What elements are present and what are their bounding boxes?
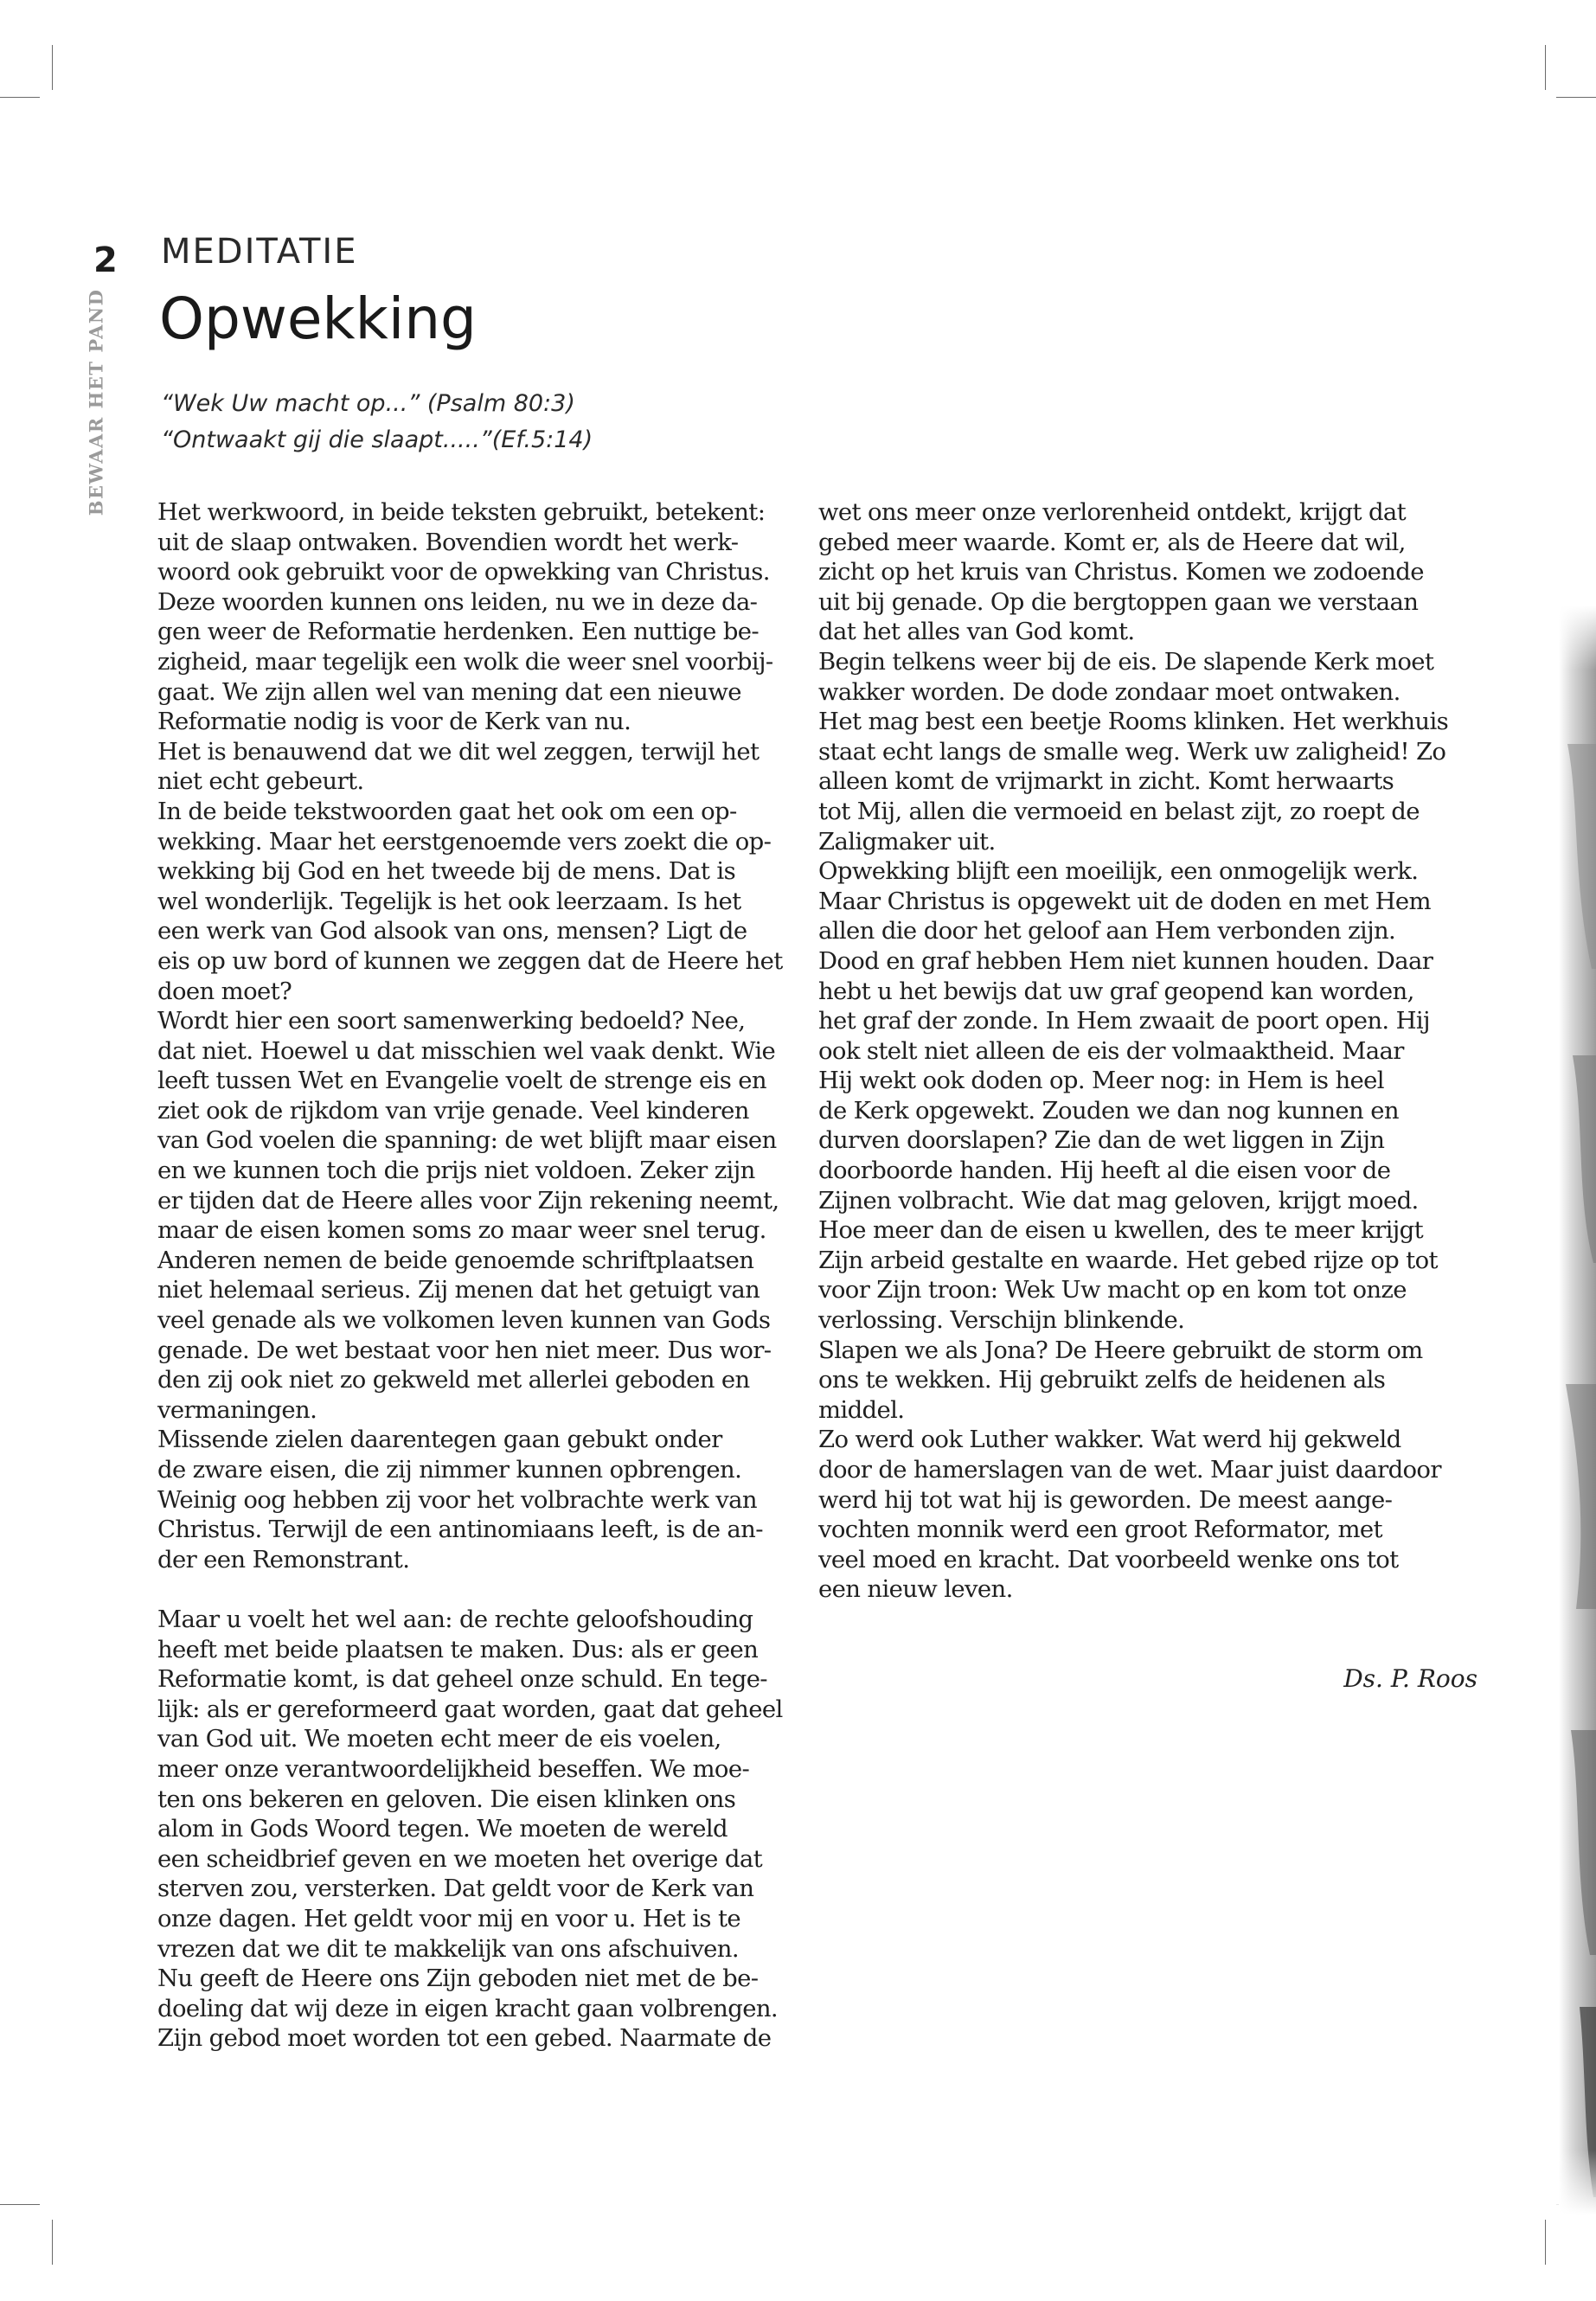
right-column-text-line: Maar Christus is opgewekt uit de doden en met Hem — [818, 887, 1431, 915]
right-column-text-line: allen die door het geloof aan Hem verbonden zijn. — [818, 917, 1396, 945]
left-column-text-line: van God voelen die spanning: de wet blijft maar eisen — [157, 1126, 777, 1155]
left-column-text-line: gen weer de Reformatie herdenken. Een nuttige be- — [157, 618, 760, 646]
right-column-text-line: uit bij genade. Op die bergtoppen gaan we verstaan — [818, 587, 1419, 616]
right-column-text-line: een nieuw leven. — [818, 1575, 1013, 1604]
right-column-text-line: de Kerk opgewekt. Zouden we dan nog kunnen en — [818, 1096, 1399, 1125]
right-column-text-line: Hij wekt ook doden op. Meer nog: in Hem is heel — [818, 1067, 1384, 1095]
left-column-text-line: zigheid, maar tegelijk een wolk die weer snel voorbij- — [157, 647, 773, 676]
left-column-text-line: veel genade als we volkomen leven kunnen van Gods — [157, 1306, 771, 1335]
left-column-text-line: heeft met beide plaatsen te maken. Dus: als er geen — [157, 1635, 759, 1663]
right-column-text-line: zicht op het kruis van Christus. Komen we zodoende — [818, 558, 1424, 586]
text-column-right — [818, 497, 1449, 1605]
right-column-text-line: Zijnen volbracht. Wie dat mag geloven, krijgt moed. — [818, 1186, 1419, 1215]
right-column-text-line: Slapen we als Jona? De Heere gebruikt de storm om — [818, 1336, 1423, 1364]
left-column-text-line: eis op uw bord of kunnen we zeggen dat de Heere het — [157, 946, 783, 975]
left-column-text-line: er tijden dat de Heere alles voor Zijn rekening neemt, — [157, 1186, 779, 1215]
left-column-text-line: en we kunnen toch die prijs niet voldoen. Zeker zijn — [157, 1157, 755, 1185]
page-number: 2 — [93, 240, 118, 280]
edge-photo — [1542, 606, 1596, 2214]
right-column-text-line: hebt u het bewijs dat uw graf geopend kan worden, — [818, 977, 1414, 1005]
article-title: Opwekking — [159, 285, 477, 352]
right-column-text-line: door de hamerslagen van de wet. Maar juist daardoor — [818, 1456, 1441, 1484]
left-column-text-line: doen moet? — [157, 977, 292, 1005]
crop-mark-top-left-h — [0, 97, 40, 98]
left-column-text-line: alom in Gods Woord tegen. We moeten de wereld — [157, 1815, 727, 1843]
left-column-text-line: genade. De wet bestaat voor hen niet meer. Dus wor- — [157, 1336, 772, 1364]
left-column-text-line: wekking. Maar het eerstgenoemde vers zoekt die op- — [157, 827, 772, 856]
text-column-left — [157, 497, 782, 2054]
left-column-text-line: dat niet. Hoewel u dat misschien wel vaak denkt. Wie — [157, 1036, 776, 1065]
left-column-text-line: Anderen nemen de beide genoemde schriftplaatsen — [157, 1246, 754, 1274]
quote-psalm: “Wek Uw macht op...” (Psalm 80:3) — [161, 390, 575, 417]
left-column-text-line: Reformatie nodig is voor de Kerk van nu. — [157, 708, 631, 736]
left-column-text-line: woord ook gebruikt voor de opwekking van Christus. — [157, 558, 770, 586]
right-column-text-line: Zijn arbeid gestalte en waarde. Het gebed rijze op tot — [818, 1246, 1438, 1274]
crop-mark-top-right-h — [1556, 97, 1596, 98]
left-column-text-line: wekking bij God en het tweede bij de mens. Dat is — [157, 857, 736, 886]
right-column-text-line: het graf der zonde. In Hem zwaait de poort open. Hij — [818, 1007, 1430, 1035]
right-column-text-line: gebed meer waarde. Komt er, als de Heere dat wil, — [818, 528, 1406, 556]
right-column-text-line: middel. — [818, 1395, 905, 1424]
left-column-text-line: Weinig oog hebben zij voor het volbrachte werk van — [157, 1485, 757, 1514]
left-column-text-line: gaat. We zijn allen wel van mening dat een nieuwe — [157, 677, 741, 706]
left-column-text-line: ziet ook de rijkdom van vrije genade. Veel kinderen — [157, 1096, 749, 1125]
crop-mark-bottom-left — [52, 2220, 53, 2265]
left-column-text-line: wel wonderlijk. Tegelijk is het ook leerzaam. Is het — [157, 887, 741, 915]
crop-mark-top-left — [52, 45, 53, 90]
right-column-text-line: wet ons meer onze verlorenheid ontdekt, krijgt dat — [818, 498, 1407, 526]
right-column-text-line: werd hij tot wat hij is geworden. De meest aange- — [818, 1485, 1393, 1514]
left-column-text-line: niet echt gebeurt. — [157, 767, 364, 796]
running-head — [85, 288, 107, 516]
right-column-text-line: voor Zijn troon: Wek Uw macht op en kom tot onze — [818, 1276, 1407, 1304]
scripture-quotes — [161, 386, 593, 458]
left-column-text-line: Het is benauwend dat we dit wel zeggen, terwijl het — [157, 737, 760, 766]
left-column-text-line: Missende zielen daarentegen gaan gebukt onder — [157, 1426, 722, 1454]
right-column-text-line: doorboorde handen. Hij heeft al die eisen voor de — [818, 1157, 1391, 1185]
right-column-text-line: ons te wekken. Hij gebruikt zelfs de heidenen als — [818, 1366, 1386, 1394]
left-column-text-line: de zware eisen, die zij nimmer kunnen opbrengen. — [157, 1456, 742, 1484]
left-column-text-line: Christus. Terwijl de een antinomiaans leeft, is de an- — [157, 1516, 763, 1544]
right-column-text-line: Begin telkens weer bij de eis. De slapende Kerk moet — [818, 647, 1434, 676]
left-column-text-line: meer onze verantwoordelijkheid beseffen. We moe- — [157, 1754, 750, 1783]
left-column-text-line: een werk van God alsook van ons, mensen? Ligt de — [157, 917, 747, 945]
right-column-text-line: Zaligmaker uit. — [818, 827, 996, 856]
right-column-text-line: Dood en graf hebben Hem niet kunnen houden. Daar — [818, 946, 1433, 975]
author-signature: Ds. P. Roos — [1343, 1664, 1477, 1693]
left-column-text-line: Maar u voelt het wel aan: de rechte geloofshouding — [157, 1605, 753, 1633]
right-column-text-line: Zo werd ook Luther wakker. Wat werd hij gekweld — [818, 1426, 1401, 1454]
left-column-text-line: den zij ook niet zo gekweld met allerlei geboden en — [157, 1366, 750, 1394]
right-column-text-line: verlossing. Verschijn blinkende. — [818, 1306, 1185, 1335]
left-column-text-line: sterven zou, versterken. Dat geldt voor de Kerk van — [157, 1875, 754, 1903]
left-column-text-line: een scheidbrief geven en we moeten het overige dat — [157, 1844, 763, 1873]
crop-mark-top-right — [1545, 45, 1546, 90]
right-column-text-line: tot Mij, allen die vermoeid en belast zijt, zo roept de — [818, 797, 1420, 825]
left-column-text-line: Zijn gebod moet worden tot een gebed. Naarmate de — [157, 2024, 772, 2053]
left-column-text-line: Nu geeft de Heere ons Zijn geboden niet met de be- — [157, 1965, 759, 1993]
left-column-text-line: uit de slaap ontwaken. Bovendien wordt het werk- — [157, 528, 739, 556]
right-column-text-line: staat echt langs de smalle weg. Werk uw zaligheid! Zo — [818, 737, 1446, 766]
left-column-text-line: Wordt hier een soort samenwerking bedoeld? Nee, — [157, 1007, 746, 1035]
left-column-text-line: niet helemaal serieus. Zij menen dat het getuigt van — [157, 1276, 760, 1304]
left-column-text-line: Deze woorden kunnen ons leiden, nu we in deze da- — [157, 587, 758, 616]
left-column-text-line: van God uit. We moeten echt meer de eis voelen, — [157, 1725, 721, 1753]
left-column-text-line: doeling dat wij deze in eigen kracht gaan volbrengen. — [157, 1994, 778, 2022]
crop-mark-bottom-right — [1545, 2220, 1546, 2265]
left-column-text-line: der een Remonstrant. — [157, 1545, 410, 1574]
right-column-text-line: Opwekking blijft een moeilijk, een onmogelijk werk. — [818, 857, 1419, 886]
left-column-text-line: maar de eisen komen soms zo maar weer snel terug. — [157, 1216, 766, 1245]
quote-ephesians: “Ontwaakt gij die slaapt.....”(Ef.5:14) — [161, 426, 593, 453]
left-column-text-line: lijk: als er gereformeerd gaat worden, gaat dat geheel — [157, 1695, 783, 1723]
right-column-text-line: ook stelt niet alleen de eis der volmaaktheid. Maar — [818, 1036, 1404, 1065]
right-column-text-line: Hoe meer dan de eisen u kwellen, des te meer krijgt — [818, 1216, 1423, 1245]
left-column-text-line: In de beide tekstwoorden gaat het ook om een op- — [157, 797, 737, 825]
running-head-text: BEWAAR HET PAND — [85, 288, 107, 516]
right-column-text-line: veel moed en kracht. Dat voorbeeld wenke ons tot — [818, 1545, 1399, 1574]
left-column-text-line: ten ons bekeren en geloven. Die eisen klinken ons — [157, 1785, 736, 1813]
left-column-text-line: vermaningen. — [157, 1395, 317, 1424]
left-column-text-line: onze dagen. Het geldt voor mij en voor u. Het is te — [157, 1904, 740, 1932]
section-label: MEDITATIE — [161, 232, 358, 272]
right-column-text-line: Het mag best een beetje Rooms klinken. Het werkhuis — [818, 708, 1449, 736]
right-column-text-line: wakker worden. De dode zondaar moet ontwaken. — [818, 677, 1401, 706]
right-column-text-line: durven doorslapen? Zie dan de wet liggen in Zijn — [818, 1126, 1385, 1155]
right-column-text-line: vochten monnik werd een groot Reformator, met — [818, 1516, 1382, 1544]
left-column-text-line: vrezen dat we dit te makkelijk van ons afschuiven. — [157, 1934, 739, 1963]
left-column-text-line: Het werkwoord, in beide teksten gebruikt, betekent: — [157, 498, 766, 526]
right-column-text-line: alleen komt de vrijmarkt in zicht. Komt herwaarts — [818, 767, 1394, 796]
left-column-paragraph-gap — [157, 1574, 782, 1605]
left-column-text-line: Reformatie komt, is dat geheel onze schuld. En tege- — [157, 1665, 767, 1694]
crop-mark-bottom-left-h — [0, 2204, 40, 2205]
left-column-text-line: leeft tussen Wet en Evangelie voelt de strenge eis en — [157, 1067, 766, 1095]
right-column-text-line: dat het alles van God komt. — [818, 618, 1135, 646]
